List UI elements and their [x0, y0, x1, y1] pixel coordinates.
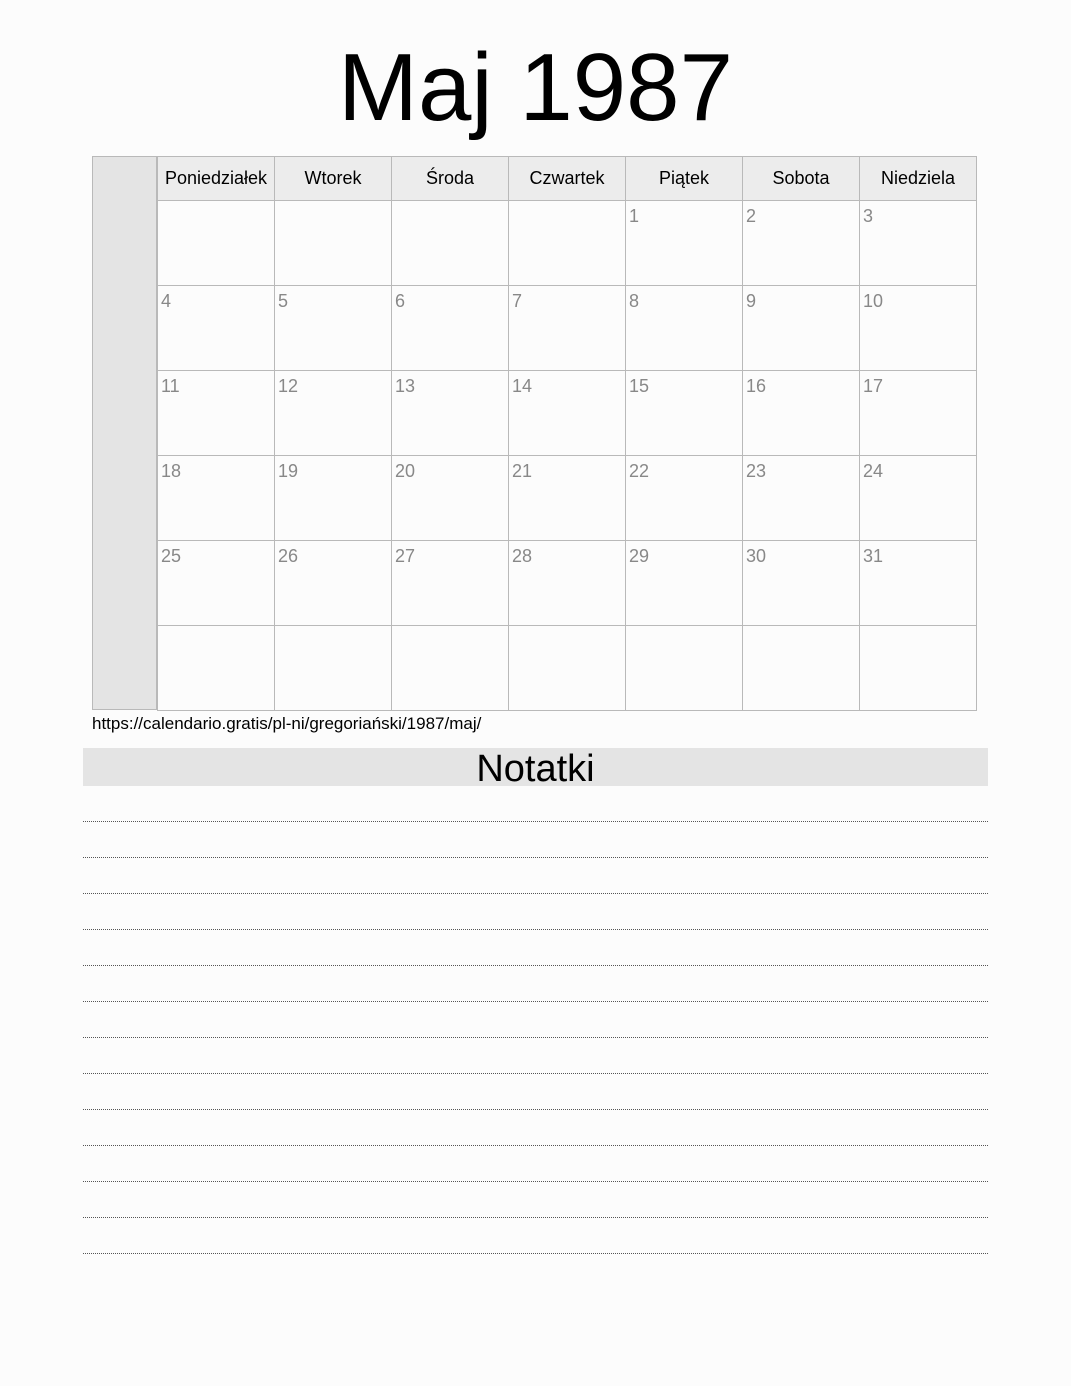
- day-cell: [275, 286, 392, 371]
- day-cell: [158, 201, 275, 286]
- day-cell: [509, 541, 626, 626]
- note-line: [83, 1074, 988, 1110]
- day-cell: [860, 286, 977, 371]
- day-number: 24: [863, 461, 884, 481]
- day-number: 4: [161, 291, 172, 311]
- day-number: 31: [863, 546, 884, 566]
- day-cell: [509, 286, 626, 371]
- day-number: 15: [629, 376, 650, 396]
- day-cell: [158, 541, 275, 626]
- day-number: 3: [863, 206, 874, 226]
- day-cell: [743, 286, 860, 371]
- day-cell: [509, 456, 626, 541]
- day-cell: [275, 371, 392, 456]
- day-cell: [743, 456, 860, 541]
- day-cell: [626, 286, 743, 371]
- day-number: 12: [278, 376, 299, 396]
- day-cell: [509, 201, 626, 286]
- day-cell: [743, 371, 860, 456]
- note-line: [83, 1038, 988, 1074]
- day-cell: [860, 541, 977, 626]
- day-cell: [626, 541, 743, 626]
- day-cell: [392, 286, 509, 371]
- weekday-header: Niedziela: [860, 157, 977, 201]
- day-number: 6: [395, 291, 406, 311]
- day-number: 13: [395, 376, 416, 396]
- day-cell: [158, 626, 275, 711]
- day-number: 9: [746, 291, 757, 311]
- weekday-header-row: [158, 157, 977, 201]
- note-line: [83, 822, 988, 858]
- day-number: [392, 201, 508, 206]
- note-line: [83, 1110, 988, 1146]
- week-row: [158, 286, 977, 371]
- day-number: 23: [746, 461, 767, 481]
- day-number: 8: [629, 291, 640, 311]
- day-number: 1: [629, 206, 640, 226]
- day-number: 19: [278, 461, 299, 481]
- note-line: [83, 786, 988, 822]
- day-cell: [860, 626, 977, 711]
- day-number: 2: [746, 206, 757, 226]
- week-row: [158, 626, 977, 711]
- day-cell: [626, 371, 743, 456]
- note-line: [83, 894, 988, 930]
- weekday-header: Poniedziałek: [158, 157, 275, 201]
- day-number: [743, 626, 859, 631]
- day-cell: [860, 456, 977, 541]
- day-number: 10: [863, 291, 884, 311]
- day-cell: [626, 456, 743, 541]
- day-cell: [743, 541, 860, 626]
- day-cell: [275, 541, 392, 626]
- note-line: [83, 930, 988, 966]
- day-number: 30: [746, 546, 767, 566]
- week-number-column: [92, 156, 157, 710]
- day-number: 17: [863, 376, 884, 396]
- weekday-header: Wtorek: [275, 157, 392, 201]
- day-number: 21: [512, 461, 533, 481]
- day-number: [275, 201, 391, 206]
- day-number: [275, 626, 391, 631]
- week-row: [158, 201, 977, 286]
- day-cell: [743, 626, 860, 711]
- day-cell: [626, 626, 743, 711]
- weekday-header: Środa: [392, 157, 509, 201]
- notes-lines: [83, 786, 988, 1254]
- day-cell: [392, 626, 509, 711]
- day-cell: [860, 201, 977, 286]
- day-cell: [392, 541, 509, 626]
- day-cell: [158, 456, 275, 541]
- month-table: [157, 156, 977, 711]
- day-cell: [392, 456, 509, 541]
- note-line: [83, 966, 988, 1002]
- day-number: 26: [278, 546, 299, 566]
- day-number: [158, 201, 274, 206]
- day-number: [509, 626, 625, 631]
- day-number: 22: [629, 461, 650, 481]
- weekday-header: Czwartek: [509, 157, 626, 201]
- note-line: [83, 858, 988, 894]
- weekday-header: Sobota: [743, 157, 860, 201]
- day-cell: [509, 626, 626, 711]
- day-cell: [158, 286, 275, 371]
- day-cell: [743, 201, 860, 286]
- day-number: 16: [746, 376, 767, 396]
- day-cell: [158, 371, 275, 456]
- day-cell: [392, 371, 509, 456]
- week-row: [158, 371, 977, 456]
- day-cell: [626, 201, 743, 286]
- day-cell: [860, 371, 977, 456]
- day-number: [158, 626, 274, 631]
- week-row: [158, 541, 977, 626]
- day-number: 28: [512, 546, 533, 566]
- note-line: [83, 1002, 988, 1038]
- day-number: 7: [512, 291, 523, 311]
- day-number: 18: [161, 461, 182, 481]
- day-number: 27: [395, 546, 416, 566]
- note-line: [83, 1146, 988, 1182]
- day-number: [392, 626, 508, 631]
- day-number: 11: [161, 376, 180, 396]
- day-number: 14: [512, 376, 533, 396]
- day-number: [626, 626, 742, 631]
- day-cell: [275, 626, 392, 711]
- week-row: [158, 456, 977, 541]
- day-cell: [275, 201, 392, 286]
- day-cell: [392, 201, 509, 286]
- day-number: 29: [629, 546, 650, 566]
- weekday-header: Piątek: [626, 157, 743, 201]
- note-line: [83, 1218, 988, 1254]
- day-number: 20: [395, 461, 416, 481]
- notes-title: Notatki: [83, 748, 988, 786]
- source-url: https://calendario.gratis/pl-ni/gregoriański/1987/maj/: [92, 714, 482, 733]
- calendar-grid: [92, 156, 977, 710]
- day-cell: [275, 456, 392, 541]
- day-number: 5: [278, 291, 289, 311]
- day-number: [860, 626, 976, 631]
- day-number: [509, 201, 625, 206]
- day-number: 25: [161, 546, 182, 566]
- note-line: [83, 1182, 988, 1218]
- day-cell: [509, 371, 626, 456]
- page-title: Maj 1987: [338, 34, 733, 141]
